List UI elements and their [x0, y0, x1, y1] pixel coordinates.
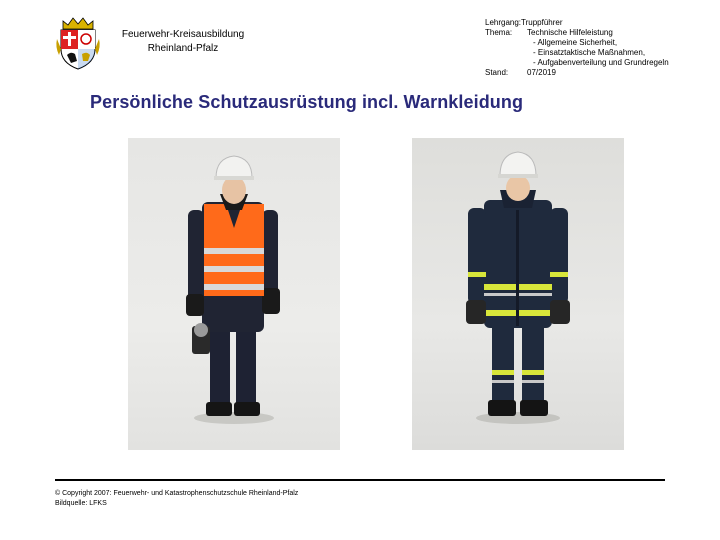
stand-value: 07/2019 — [527, 68, 556, 77]
org-line-1: Feuerwehr-Kreisausbildung — [121, 29, 245, 40]
copyright-text: © Copyright 2007: Feuerwehr- und Katastrophenschutzschule Rheinland-Pfalz — [55, 490, 299, 497]
photo-turnout-gear — [412, 138, 624, 450]
footer — [55, 489, 298, 509]
course-meta — [485, 18, 715, 78]
image-source: Bildquelle: LFKS — [55, 500, 107, 507]
page-title: Persönliche Schutzausrüstung incl. Warnkleidung — [90, 92, 524, 112]
org-line-2: Rheinland-Pfalz — [147, 43, 219, 54]
thema-row — [485, 28, 715, 38]
thema-item: - Allgemeine Sicherheit, — [533, 38, 618, 47]
footer-divider — [55, 479, 665, 481]
thema-value: Technische Hilfeleistung — [527, 28, 613, 37]
thema-item: - Einsatztaktische Maßnahmen, — [533, 48, 646, 57]
lehrgang-row — [485, 18, 715, 28]
coat-of-arms-icon — [55, 15, 101, 71]
stand-label: Stand: — [485, 68, 509, 77]
lehrgang-label: Lehrgang: — [485, 18, 522, 27]
lehrgang-value: Truppführer — [521, 18, 563, 27]
stand-row — [485, 68, 715, 78]
photo-warning-vest — [128, 138, 340, 450]
thema-item: - Aufgabenverteilung und Grundregeln — [533, 58, 669, 67]
thema-label: Thema: — [485, 28, 513, 37]
organization-name — [108, 28, 258, 56]
